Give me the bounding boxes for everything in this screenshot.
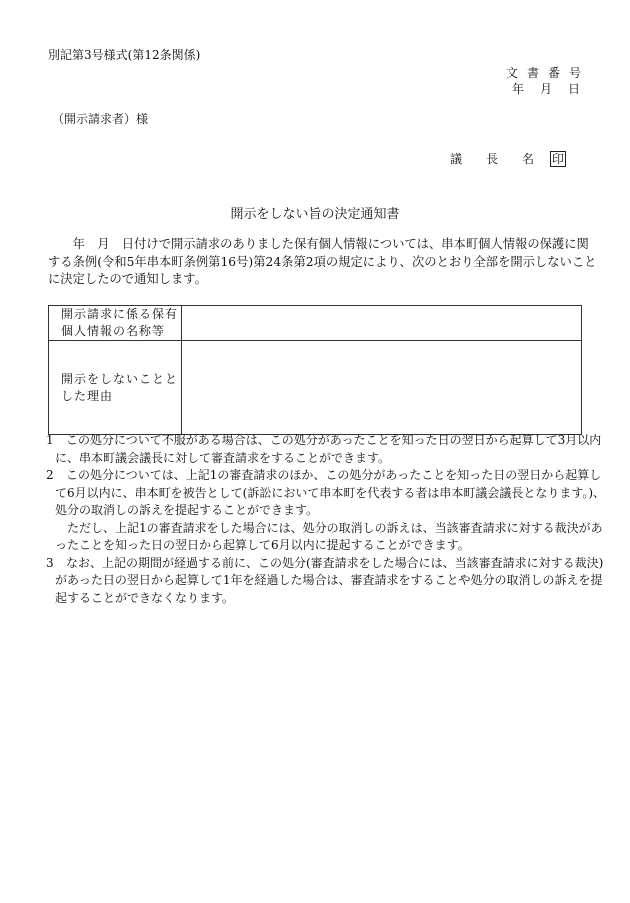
note-line: なお、上記の期間が経過する前に、この処分(審査請求をした場合には、当該審査請求に対する裁決) [66, 555, 604, 570]
note-2 [46, 467, 605, 555]
chair-name-line [450, 150, 566, 167]
label-line: 開示をしないことと [61, 371, 179, 386]
note-1 [46, 432, 605, 467]
note-3 [46, 555, 605, 608]
row-label [49, 306, 182, 341]
info-table [48, 305, 582, 435]
note-line: 処分の取消しの訴えを提起することができます。 [55, 503, 319, 517]
date: 年 月 日 [511, 82, 582, 96]
body-line: する条例(令和5年串本町条例第16号)第24条第2項の規定により、次のとおり全部を開示しないこと [48, 254, 597, 269]
chair-name: 議 長 名 [450, 152, 541, 166]
note-number: 2 [46, 468, 54, 482]
row-label [49, 341, 182, 435]
form-label: 別記第3号様式(第12条関係) [48, 48, 201, 62]
note-line: ただし、上記1の審査請求をした場合には、処分の取消しの訴えは、当該審査請求に対する裁決があ [55, 520, 603, 535]
note-number: 1 [46, 433, 54, 447]
label-line: 個人情報の名称等 [61, 324, 166, 338]
row-value[interactable] [182, 341, 582, 435]
recipient: （開示請求者）様 [52, 112, 149, 126]
body-paragraph [48, 236, 596, 289]
body-line: 年 月 日付けで開示請求のありました保有個人情報については、串本町個人情報の保護に関 [48, 237, 589, 251]
page-title: 開示をしない旨の決定通知書 [230, 207, 400, 222]
body-line: に決定したので通知します。 [48, 272, 207, 286]
note-line: 起することができなくなります。 [55, 590, 235, 605]
table-row [49, 306, 582, 341]
table-row [49, 341, 582, 435]
note-line: に、串本町議会議長に対して審査請求をすることができます。 [55, 450, 391, 465]
label-line: した理由 [61, 388, 114, 403]
note-line: て6月以内に、串本町を被告として(訴訟において串本町を代表する者は串本町議会議長となります。)、 [55, 485, 606, 500]
label-line: 開示請求に係る保有 [61, 307, 179, 321]
note-line: があった日の翌日から起算して1年を経過した場合は、審査請求をすることや処分の取消しの訴えを提 [55, 573, 603, 587]
note-line: この処分について不服がある場合は、この処分があったことを知った日の翌日から起算して3月以内 [66, 433, 602, 447]
note-line: ったことを知った日の翌日から起算して6月以内に提起することができます。 [55, 538, 470, 552]
note-line: この処分については、上記1の審査請求のほか、この処分があったことを知った日の翌日から起算し [66, 468, 602, 482]
note-number: 3 [46, 555, 54, 570]
seal-mark: 印 [551, 152, 564, 166]
row-value[interactable] [182, 306, 582, 341]
document-number: 文書番号 [505, 66, 590, 80]
notes [46, 432, 605, 607]
